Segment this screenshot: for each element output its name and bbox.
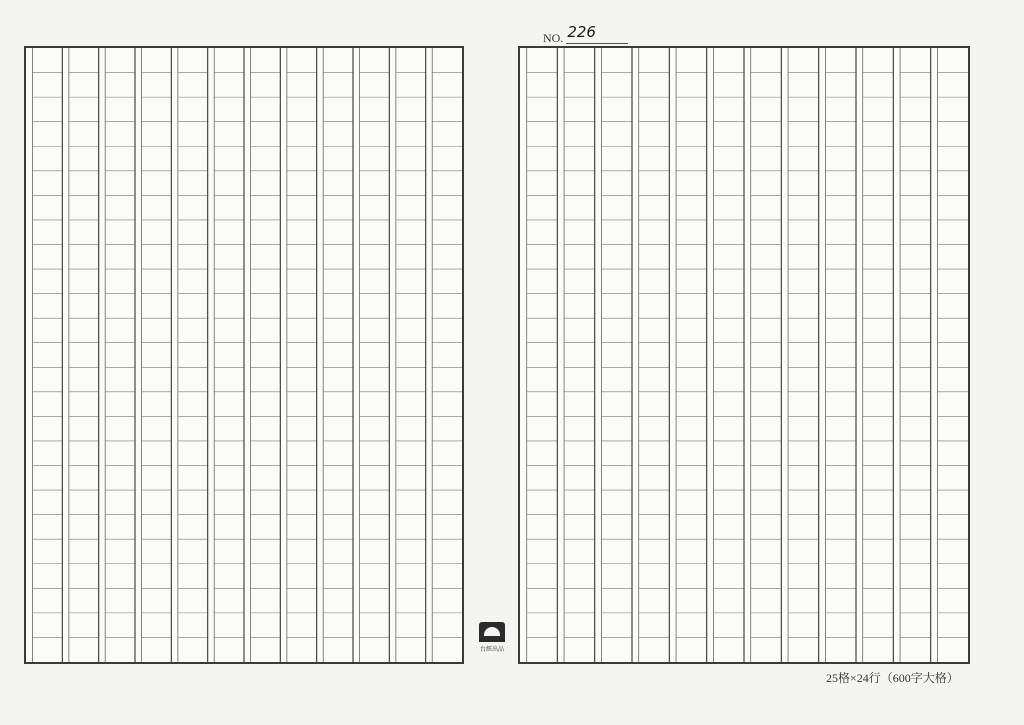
publisher-mark: [474, 622, 510, 653]
publisher-name: 台經出品: [479, 646, 504, 653]
grid-spec-label: 25格×24行（600字大格）: [826, 671, 959, 685]
page-number-value: 226: [567, 23, 596, 41]
page-number-underline: [566, 43, 628, 44]
page-number-label: NO.: [543, 31, 564, 45]
grid-lines-left: [26, 48, 462, 662]
manuscript-grid-right: [518, 46, 970, 664]
manuscript-grid-left: [24, 46, 464, 664]
publisher-logo-icon: [479, 622, 505, 642]
grid-lines-right: [520, 48, 968, 662]
